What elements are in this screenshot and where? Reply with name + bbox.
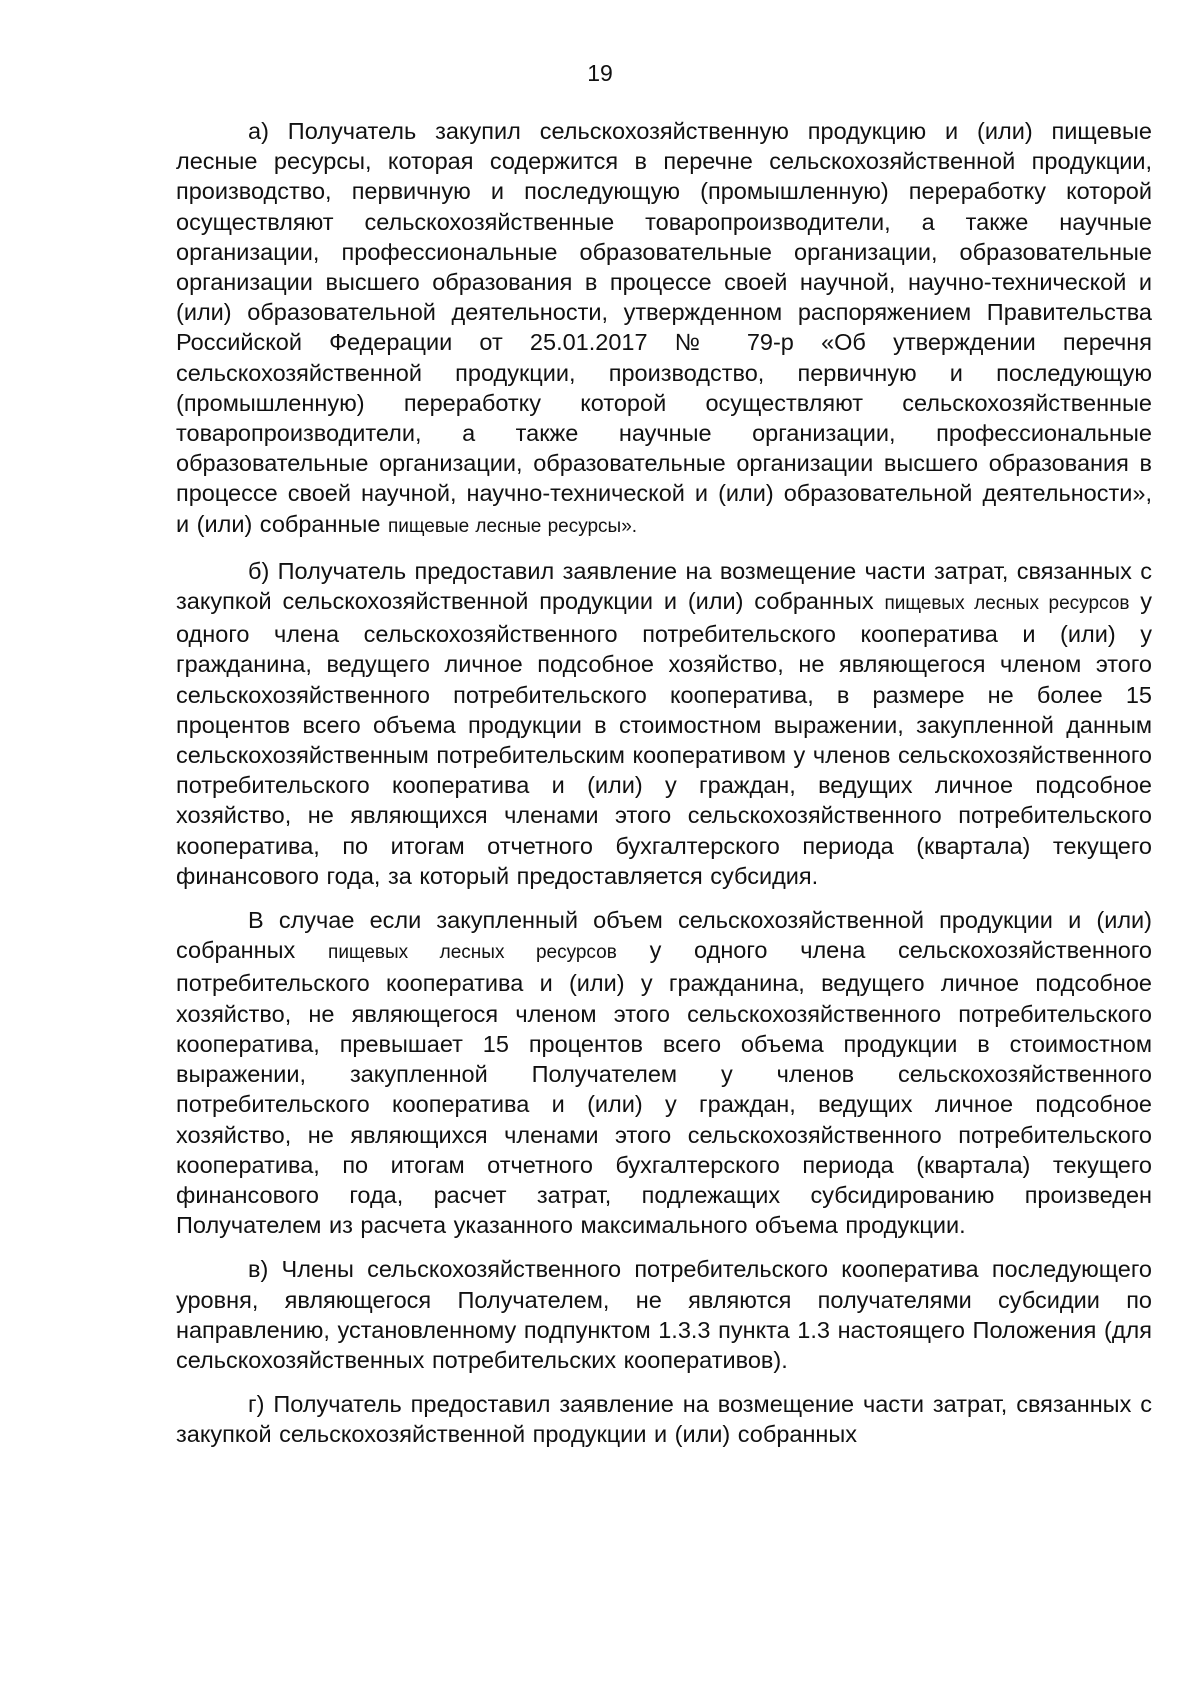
- paragraph-v-text: в) Члены сельскохозяйственного потребительского кооператива последующего уровня, являющегося Получателем, не являются получателями субсидии по направлению, установленному подпунктом 1.3.3 пункта 1.3 настоящего Положения (для сельскохозяйственных потребительских кооперативов).: [176, 1256, 1152, 1373]
- paragraph-a-tail: пищевые лесные ресурсы».: [387, 515, 638, 537]
- paragraph-g-text: г) Получатель предоставил заявление на возмещение части затрат, связанных с закупкой сельскохозяйственной продукции и (или) собранных: [176, 1391, 1152, 1448]
- paragraph-v: [176, 1254, 1152, 1375]
- paragraph-b: [176, 556, 1152, 891]
- paragraph-b-case-text-before: В случае если закупленный объем сельскохозяйственной продукции и (или) собранных: [176, 907, 1152, 964]
- paragraph-b-small: пищевых лесных ресурсов: [884, 593, 1130, 615]
- paragraph-b-case: [176, 905, 1152, 1240]
- paragraph-b-case-text-after: у одного члена сельскохозяйственного потребительского кооператива и (или) у гражданина, ведущего личное подсобное хозяйство, не являющегося членом этого сельскохозяйственного потребительского кооператива, превышает 15 процентов всего объема продукции в стоимостном выражении, закупленной Получателем у членов сельскохозяйственного потребительского кооператива и (или) у граждан, ведущих личное подсобное хозяйство, не являющихся членами этого сельскохозяйственного потребительского кооператива, по итогам отчетного бухгалтерского периода (квартала) текущего финансового года, расчет затрат, подлежащих субсидированию произведен Получателем из расчета указанного максимального объема продукции.: [176, 937, 1153, 1239]
- page-number: 19: [587, 60, 613, 86]
- paragraph-b-case-small: пищевых лесных ресурсов: [328, 942, 617, 964]
- paragraph-b-text-after: у одного члена сельскохозяйственного потребительского кооператива и (или) у гражданина, ведущего личное подсобное хозяйство, не являющегося членом этого сельскохозяйственного потребительского кооператива, в размере не более 15 процентов всего объема продукции в стоимостном выражении, закупленной данным сельскохозяйственным потребительским кооперативом у членов сельскохозяйственного потребительского кооператива и (или) у граждан, ведущих личное подсобное хозяйство, не являющихся членами этого сельскохозяйственного потребительского кооператива, по итогам отчетного бухгалтерского периода (квартала) текущего финансового года, за который предоставляется субсидия.: [176, 588, 1153, 889]
- paragraph-g: [176, 1389, 1152, 1449]
- paragraph-a-text: а) Получатель закупил сельскохозяйственную продукцию и (или) пищевые лесные ресурсы, которая содержится в перечне сельскохозяйственной продукции, производство, первичную и последующую (промышленную) переработку которой осуществляют сельскохозяйственные товаропроизводители, а также научные организации, профессиональные образовательные организации, образовательные организации высшего образования в процессе своей научной, научно-технической и (или) образовательной деятельности, утвержденном распоряжением Правительства Российской Федерации от 25.01.2017 № 79-р «Об утверждении перечня сельскохозяйственной продукции, производство, первичную и последующую (промышленную) переработку которой осуществляют сельскохозяйственные товаропроизводители, а также научные организации, профессиональные образовательные организации, образовательные организации высшего образования в процессе своей научной, научно-технической и (или) образовательной деятельности», и (или) собранные: [176, 118, 1152, 537]
- paragraph-a: [176, 116, 1152, 542]
- paragraph-b-text-before: б) Получатель предоставил заявление на возмещение части затрат, связанных с закупкой сельскохозяйственной продукции и (или) собранных: [176, 557, 1152, 615]
- document-body: [176, 116, 1152, 1464]
